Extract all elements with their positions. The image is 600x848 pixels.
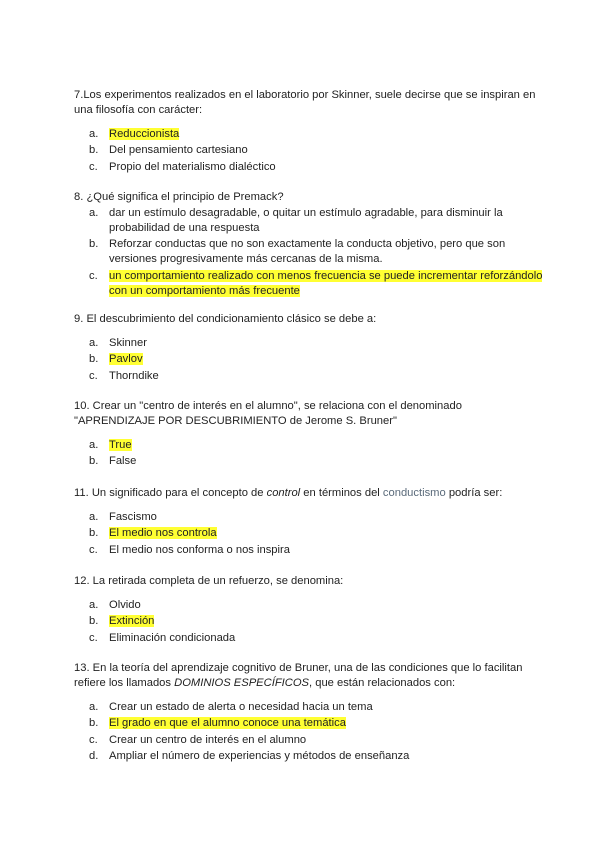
question-12 xyxy=(74,574,544,647)
question-7 xyxy=(74,88,544,176)
option-text: Reduccionista xyxy=(109,128,180,140)
option-text: El grado en que el alumno conoce una temática xyxy=(109,717,346,730)
option-b: b. El grado en que el alumno conoce una temática xyxy=(89,717,346,730)
option-text: Ampliar el número de experiencias y métodos de enseñanza xyxy=(109,749,410,762)
option-c: c. Thorndike xyxy=(89,369,159,382)
option-c: c. Propio del materialismo dialéctico xyxy=(89,160,276,173)
option-text: Reforzar conductas que no son exactamente la conducta objetivo, pero que son versiones progresivamente más cercanas de la misma. xyxy=(109,238,506,266)
option-text: True xyxy=(109,439,132,451)
emphasis-text: DOMINIOS ESPECÍFICOS xyxy=(174,677,309,689)
option-c: c. El medio nos conforma o nos inspira xyxy=(89,543,290,556)
option-text: Pavlov xyxy=(109,353,143,366)
option-b: b. False xyxy=(89,455,137,468)
question-10 xyxy=(74,399,544,471)
option-text: Propio del materialismo dialéctico xyxy=(109,160,276,173)
question-text: 12. La retirada completa de un refuerzo, se denomina: xyxy=(74,575,344,587)
option-text: False xyxy=(109,455,137,468)
option-b: b. El medio nos controla xyxy=(89,527,217,540)
option-text: Skinner xyxy=(109,337,147,349)
option-c: c. Crear un centro de interés en el alumno xyxy=(89,733,307,746)
question-8 xyxy=(74,190,544,300)
option-text: Eliminación condicionada xyxy=(109,631,236,644)
option-c: c. un comportamiento realizado con menos frecuencia se puede incrementar reforzándolo con un comportamiento más frecuente xyxy=(89,269,543,297)
option-text: Fascismo xyxy=(109,511,157,523)
option-a: a. Olvido xyxy=(89,599,141,611)
option-a: a. Fascismo xyxy=(89,511,157,523)
option-b: b. Reforzar conductas que no son exactamente la conducta objetivo, pero que son versiones progresivamente más cercanas de la misma. xyxy=(89,238,506,266)
option-c: c. Eliminación condicionada xyxy=(89,631,236,644)
question-13 xyxy=(74,661,544,765)
option-b: b. Del pensamiento cartesiano xyxy=(89,144,248,157)
emphasis-text: control xyxy=(266,487,301,499)
option-a: a. Crear un estado de alerta o necesidad hacia un tema xyxy=(89,701,373,713)
option-text: Del pensamiento cartesiano xyxy=(109,144,248,157)
question-text: 13. En la teoría del aprendizaje cognitivo de Bruner, una de las condiciones que lo facilitan refiere los llamados DOMINIOS ESPECÍFICOS, que están relacionados con: xyxy=(74,662,523,689)
option-b: b. Extinción xyxy=(89,615,155,628)
question-11 xyxy=(74,486,544,559)
option-d: d. Ampliar el número de experiencias y métodos de enseñanza xyxy=(89,749,410,762)
question-text: 10. Crear un "centro de interés en el alumno", se relaciona con el denominado "APRENDIZAJE POR DESCUBRIMIENTO de Jerome S. Bruner" xyxy=(74,400,462,427)
option-text: Olvido xyxy=(109,599,141,611)
option-text: El medio nos controla xyxy=(109,527,217,540)
option-a: a. Skinner xyxy=(89,337,147,349)
option-text: dar un estímulo desagradable, o quitar un estímulo agradable, para disminuir la probabilidad de una respuesta xyxy=(109,207,503,234)
option-text: Extinción xyxy=(109,615,155,628)
question-9 xyxy=(74,312,544,385)
question-text: 9. El descubrimiento del condicionamiento clásico se debe a: xyxy=(74,313,377,325)
option-text: un comportamiento realizado con menos frecuencia se puede incrementar reforzándolo con un comportamiento más frecuente xyxy=(109,269,543,297)
option-a: a. dar un estímulo desagradable, o quitar un estímulo agradable, para disminuir la probabilidad de una respuesta xyxy=(89,207,503,234)
option-a: a. True xyxy=(89,439,132,451)
question-text: 8. ¿Qué significa el principio de Premack? xyxy=(74,191,284,203)
option-b: b. Pavlov xyxy=(89,353,143,366)
option-text: El medio nos conforma o nos inspira xyxy=(109,543,290,556)
option-text: Crear un estado de alerta o necesidad hacia un tema xyxy=(109,701,373,713)
option-text: Crear un centro de interés en el alumno xyxy=(109,733,307,746)
question-text: 7.Los experimentos realizados en el laboratorio por Skinner, suele decirse que se inspiran en una filosofía con carácter: xyxy=(74,89,536,116)
conductismo-link[interactable]: conductismo xyxy=(382,487,446,499)
option-a: a. Reduccionista xyxy=(89,128,180,140)
question-text: 11. Un significado para el concepto de control en términos del conductismo podría ser: xyxy=(74,487,503,499)
option-text: Thorndike xyxy=(109,369,159,382)
